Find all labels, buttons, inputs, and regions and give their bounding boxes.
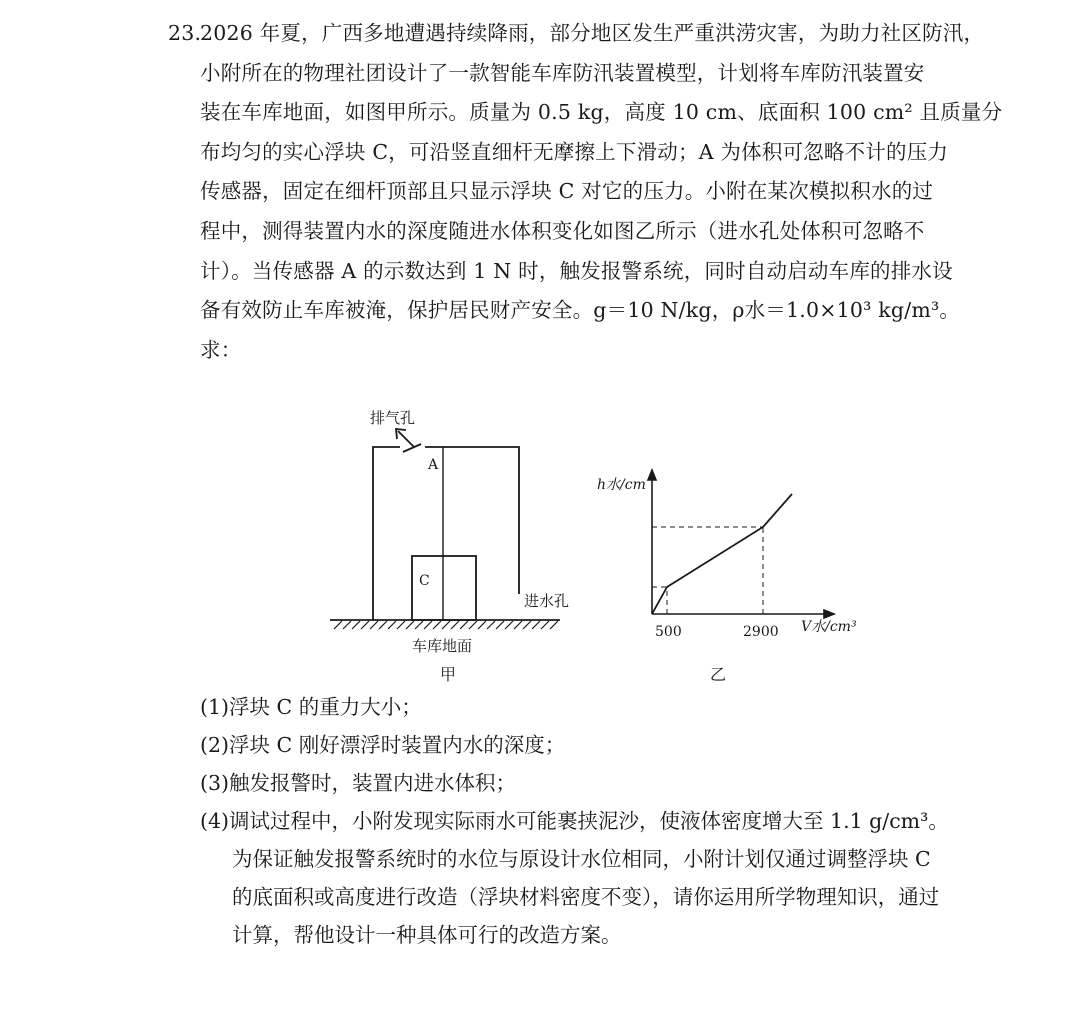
hatch-mark <box>442 621 450 629</box>
question-line-9: 求： <box>200 337 242 362</box>
hatch-mark <box>397 621 405 629</box>
container-wall <box>373 447 400 620</box>
hatch-mark <box>505 621 513 629</box>
sub-question-4-line-4: 计算，帮他设计一种具体可行的改造方案。 <box>232 923 622 947</box>
hatch-mark <box>433 621 441 629</box>
hatch-mark <box>370 621 378 629</box>
figure-jia <box>330 409 569 684</box>
x-axis-arrow <box>824 610 834 618</box>
hatch-mark <box>343 621 351 629</box>
hatch-mark <box>415 621 423 629</box>
figure-yi-caption: 乙 <box>710 665 727 684</box>
question-stem <box>168 14 1028 370</box>
x-tick-500: 500 <box>655 624 682 640</box>
question-line-2: 小附所在的物理社团设计了一款智能车库防汛装置模型，计划将车库防汛装置安 <box>200 60 925 85</box>
hatch-mark <box>496 621 504 629</box>
hatch-mark <box>487 621 495 629</box>
sub-questions <box>200 688 1040 954</box>
question-line-1: 23.2026 年夏，广西多地遭遇持续降雨，部分地区发生严重洪涝灾害，为助力社区防汛， <box>168 14 1028 54</box>
question-line-3: 装在车库地面，如图甲所示。质量为 0.5 kg，高度 10 cm、底面积 100 cm² 且质量分 <box>200 100 1003 125</box>
hatch-mark <box>388 621 396 629</box>
sensor-a-label: A <box>428 457 439 473</box>
inlet-label: 进水孔 <box>524 592 570 610</box>
hatch-mark <box>334 621 342 629</box>
hatch-mark <box>541 621 549 629</box>
vent-arrow <box>398 431 414 447</box>
sub-question-3: (3)触发报警时，装置内进水体积； <box>200 771 517 795</box>
ground-label: 车库地面 <box>412 637 473 655</box>
x-axis-label: V水/cm³ <box>801 619 857 635</box>
hatch-mark <box>514 621 522 629</box>
container-wall-right <box>425 447 519 594</box>
hatch-mark <box>406 621 414 629</box>
sub-question-4-line-3: 的底面积或高度进行改造（浮块材料密度不变），请你运用所学物理知识，通过 <box>232 885 940 909</box>
figure-jia-caption: 甲 <box>440 665 457 684</box>
question-line-5: 传感器，固定在细杆顶部且只显示浮块 C 对它的压力。小附在某次模拟积水的过 <box>200 179 934 204</box>
question-line-7: 计）。当传感器 A 的示数达到 1 N 时，触发报警系统，同时自动启动车库的排水设 <box>200 258 953 283</box>
hatch-mark <box>523 621 531 629</box>
hatch-mark <box>550 621 558 629</box>
vent-label: 排气孔 <box>370 409 416 427</box>
y-axis-label: h水/cm <box>597 477 646 493</box>
hatch-mark <box>532 621 540 629</box>
ground-hatching <box>334 621 558 629</box>
question-number: 23. <box>168 21 202 45</box>
hatch-mark <box>451 621 459 629</box>
question-line-8: 备有效防止车库被淹，保护居民财产安全。g＝10 N/kg，ρ水＝1.0×10³ kg/m³。 <box>200 298 961 323</box>
sub-question-2: (2)浮块 C 刚好漂浮时装置内水的深度； <box>200 733 566 757</box>
sub-question-4-line-2: 为保证触发报警系统时的水位与原设计水位相同，小附计划仅通过调整浮块 C <box>232 847 931 871</box>
y-axis-arrow <box>648 470 656 480</box>
hatch-mark <box>361 621 369 629</box>
hatch-mark <box>379 621 387 629</box>
figure-yi <box>597 470 857 684</box>
question-line-6: 程中，测得装置内水的深度随进水体积变化如图乙所示（进水孔处体积可忽略不 <box>200 218 925 243</box>
sub-question-4-line-1: (4)调试过程中，小附发现实际雨水可能裹挟泥沙，使液体密度增大至 1.1 g/cm³。 <box>200 809 949 833</box>
hatch-mark <box>460 621 468 629</box>
guide-lines <box>652 527 763 614</box>
float-c-label: C <box>419 573 430 589</box>
figures <box>0 395 1080 695</box>
hatch-mark <box>469 621 477 629</box>
sub-question-1: (1)浮块 C 的重力大小； <box>200 695 422 719</box>
series-line <box>652 494 792 614</box>
hatch-mark <box>352 621 360 629</box>
x-tick-2900: 2900 <box>743 624 779 640</box>
hatch-mark <box>478 621 486 629</box>
question-line-4: 布均匀的实心浮块 C，可沿竖直细杆无摩擦上下滑动；A 为体积可忽略不计的压力 <box>200 139 949 164</box>
hatch-mark <box>424 621 432 629</box>
